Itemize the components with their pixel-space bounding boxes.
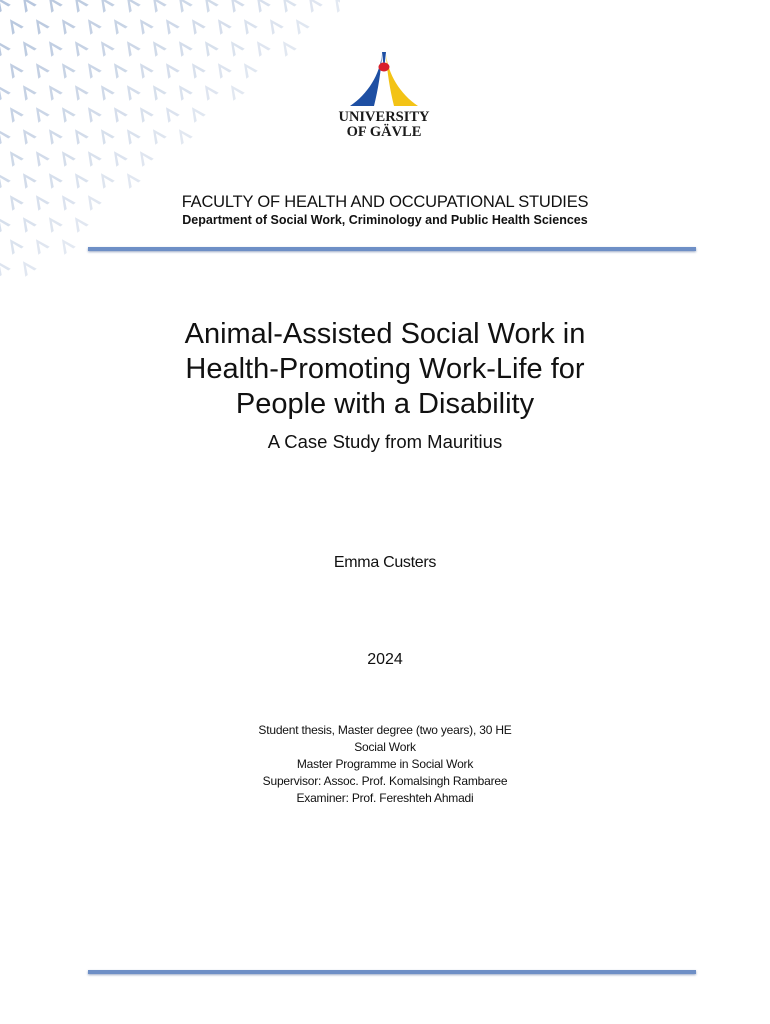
title-line-1: Animal-Assisted Social Work in bbox=[184, 318, 586, 350]
decorative-pattern bbox=[0, 0, 340, 300]
faculty-name: FACULTY OF HEALTH AND OCCUPATIONAL STUDIES bbox=[181, 193, 589, 211]
info-programme: Master Programme in Social Work bbox=[296, 757, 474, 771]
department-name: Department of Social Work, Criminology and Public Health Sciences bbox=[182, 213, 588, 227]
bottom-divider bbox=[88, 970, 696, 974]
thesis-title bbox=[0, 317, 770, 422]
title-line-3: People with a Disability bbox=[235, 388, 535, 420]
logo-line-gavle: OF GÄVLE bbox=[346, 124, 422, 140]
thesis-subtitle: A Case Study from Mauritius bbox=[267, 431, 503, 452]
thesis-info bbox=[0, 722, 770, 807]
author-name: Emma Custers bbox=[333, 554, 437, 571]
info-subject: Social Work bbox=[354, 740, 416, 754]
info-degree: Student thesis, Master degree (two years), 30 HE bbox=[258, 723, 512, 737]
university-logo bbox=[334, 50, 434, 150]
title-line-2: Health-Promoting Work-Life for bbox=[185, 353, 585, 385]
logo-wordmark bbox=[334, 110, 434, 140]
info-examiner: Examiner: Prof. Fereshteh Ahmadi bbox=[296, 791, 474, 805]
thesis-year: 2024 bbox=[367, 651, 403, 668]
top-divider bbox=[88, 247, 696, 251]
info-supervisor: Supervisor: Assoc. Prof. Komalsingh Rambaree bbox=[262, 774, 508, 788]
logo-emblem-icon bbox=[344, 50, 424, 108]
logo-line-university: UNIVERSITY bbox=[338, 109, 430, 125]
